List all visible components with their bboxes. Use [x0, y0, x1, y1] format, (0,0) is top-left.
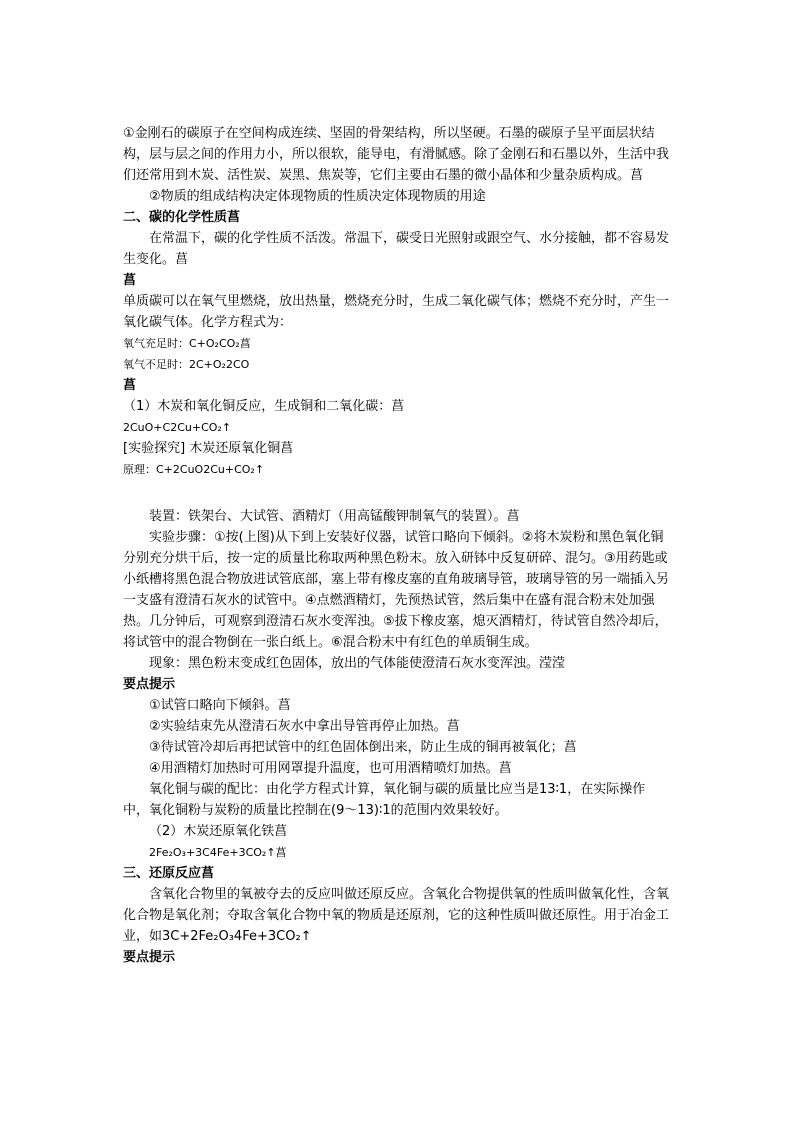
figure-placeholder — [123, 480, 671, 506]
tip-item: ③待试管冷却后再把试管中的红色固体倒出来，防止生成的铜再被氧化；菖 — [149, 740, 577, 755]
paragraph-diamond-graphite: ①金刚石的碳原子在空间构成连续、坚固的骨架结构，所以坚硬。石墨的碳原子呈平面层状结构，层与层之间的作用力小，所以很软，能导电，有滑腻感。除了金刚石和石墨以外，生活中我们还常用到木炭、活性炭、炭黑、焦炭等，它们主要由石墨的微小晶体和少量杂质构成。菖 — [123, 126, 670, 183]
tips-heading: 要点提示 — [123, 677, 176, 692]
reaction-2-equation: 2Fe₂O₃+3C4Fe+3CO₂↑菖 — [149, 846, 287, 859]
tips-heading: 要点提示 — [123, 950, 176, 965]
paragraph-structure-property: ②物质的组成结构决定体现物质的性质决定体现物质的用途 — [149, 189, 486, 204]
stray-mark: 菖 — [123, 273, 137, 288]
stray-mark: 菖 — [123, 378, 137, 393]
tip-item: ④用酒精灯加热时可用网罩提升温度，也可用酒精喷灯加热。菖 — [149, 761, 512, 776]
experiment-title: [实验探究] 木炭还原氧化铜菖 — [123, 441, 294, 456]
tip-item: ①试管口略向下倾斜。菖 — [149, 698, 291, 713]
document-page — [123, 123, 671, 968]
experiment-principle: 原理：C+2CuO2Cu+CO₂↑ — [123, 463, 265, 476]
experiment-phenomenon: 现象：黑色粉末变成红色固体，放出的气体能使澄清石灰水变浑浊。滢滢 — [149, 656, 566, 671]
paragraph-combustion: 单质碳可以在氧气里燃烧，放出热量，燃烧充分时，生成二氧化碳气体；燃烧不充分时，产生一氧化碳气体。化学方程式为： — [123, 294, 670, 330]
reaction-2-title: （2）木炭还原氧化铁菖 — [149, 824, 288, 839]
experiment-apparatus: 装置：铁架台、大试管、酒精灯（用高锰酸钾制氧气的装置）。菖 — [149, 509, 520, 524]
experiment-steps: 实验步骤：①按(上图)从下到上安装好仪器，试管口略向下倾斜。②将木炭粉和黑色氧化铜分别充分烘干后，按一定的质量比称取两种黑色粉末。放入研钵中反复研碎、混匀。③用药匙或小纸槽将黑色混合物放进试管底部，塞上带有橡皮塞的直角玻璃导管，玻璃导管的另一端插入另一支盛有澄清石灰水的试管中。④点燃酒精灯，先预热试管，然后集中在盛有混合粉末处加强热。几分钟后，可观察到澄清石灰水变浑浊。⑤拔下橡皮塞，熄灭酒精灯，待试管自然冷却后，将试管中的混合物倒在一张白纸上。⑥混合粉末中有红色的单质铜生成。 — [123, 530, 670, 650]
equation-sufficient-oxygen: 氧气充足时：C+O₂CO₂菖 — [123, 337, 251, 350]
paragraph-mass-ratio: 氧化铜与碳的配比：由化学方程式计算，氧化铜与碳的质量比应当是13∶1，在实际操作中，氧化铜粉与炭粉的质量比控制在(9～13)∶1的范围内效果较好。 — [123, 782, 646, 818]
heading-chemical-properties: 二、碳的化学性质菖 — [123, 210, 241, 225]
tip-item: ②实验结束先从澄清石灰水中拿出导管再停止加热。菖 — [149, 719, 460, 734]
reaction-1-equation: 2CuO+C2Cu+CO₂↑ — [123, 421, 232, 434]
reaction-1-title: （1）木炭和氧化铜反应，生成铜和二氧化碳：菖 — [123, 399, 405, 414]
paragraph-reduction: 含氧化合物里的氧被夺去的反应叫做还原反应。含氧化合物提供氧的性质叫做氧化性，含氧化合物是氧化剂；夺取含氧化合物中氧的物质是还原剂，它的这种性质叫做还原性。用于冶金工业，如3C+2Fe₂O₃4Fe+3CO₂↑ — [123, 887, 670, 944]
heading-reduction-reaction: 三、还原反应菖 — [123, 866, 215, 881]
paragraph-room-temperature: 在常温下，碳的化学性质不活泼。常温下，碳受日光照射或跟空气、水分接触，都不容易发生变化。菖 — [123, 231, 670, 267]
equation-insufficient-oxygen: 氧气不足时：2C+O₂2CO — [123, 358, 250, 371]
